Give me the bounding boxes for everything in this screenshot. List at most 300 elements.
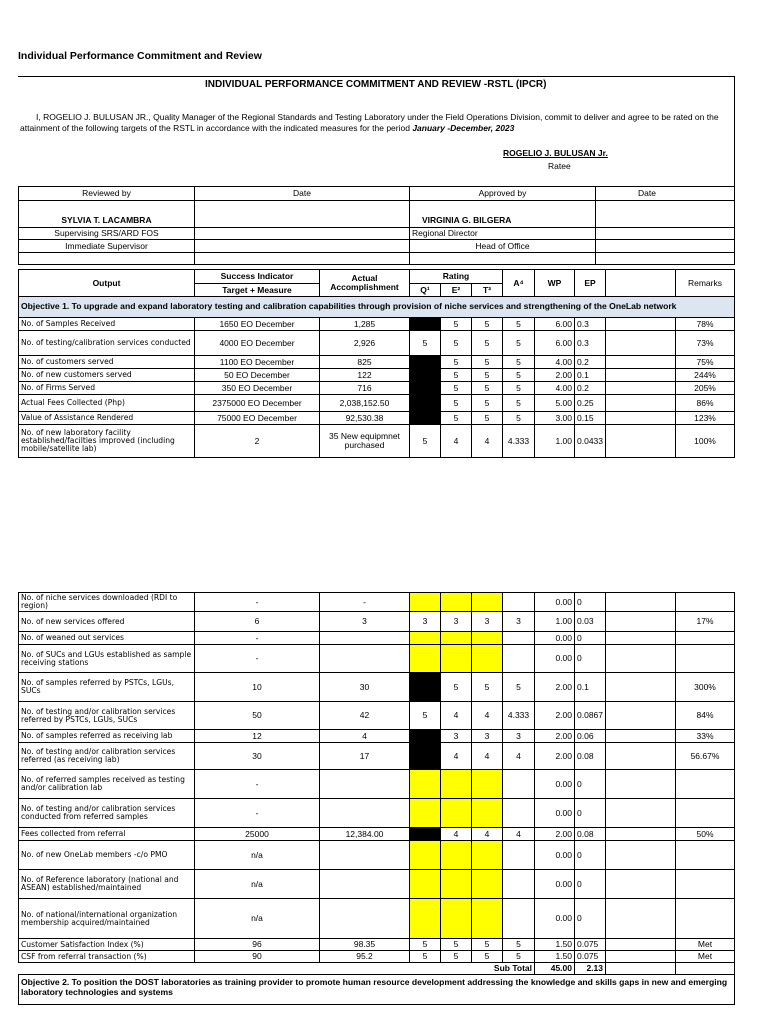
ep-cell: 0.0433 xyxy=(575,425,606,458)
approved-by-label: Approved by xyxy=(410,187,596,201)
remarks-cell xyxy=(676,593,735,612)
actual-cell: 2,926 xyxy=(320,331,410,356)
rating-t-cell: 5 xyxy=(472,939,503,951)
rating-q-cell xyxy=(410,841,441,870)
ep-cell: 0.03 xyxy=(575,612,606,632)
target-cell: n/a xyxy=(195,841,320,870)
wp-cell: 6.00 xyxy=(535,318,575,331)
col-output: Output xyxy=(19,270,195,297)
subtotal-label: Sub Total xyxy=(472,963,535,975)
table-row xyxy=(19,382,735,395)
rating-e-cell: 5 xyxy=(441,673,472,702)
rating-e-cell: 4 xyxy=(441,425,472,458)
table-row xyxy=(19,730,735,743)
date-label: Date xyxy=(195,187,410,201)
col-target-measure: Target + Measure xyxy=(195,284,320,297)
output-cell: No. of Samples Received xyxy=(19,318,195,331)
average-cell: 5 xyxy=(503,939,535,951)
spacer-cell xyxy=(606,799,676,828)
wp-cell: 0.00 xyxy=(535,645,575,673)
table-row xyxy=(19,412,735,425)
rating-e-cell: 5 xyxy=(441,412,472,425)
output-cell: No. of niche services downloaded (RDI to region) xyxy=(19,593,195,612)
output-cell: Actual Fees Collected (Php) xyxy=(19,395,195,412)
ep-cell: 0.25 xyxy=(575,395,606,412)
actual-cell: 35 New equipmnet purchased xyxy=(320,425,410,458)
output-cell: No. of testing and/or calibration services referred by PSTCs, LGUs, SUCs xyxy=(19,702,195,730)
ratee-name: ROGELIO J. BULUSAN Jr. xyxy=(18,147,734,160)
spacer-cell xyxy=(606,730,676,743)
rating-q-cell xyxy=(410,645,441,673)
table-row xyxy=(19,645,735,673)
col-q: Q¹ xyxy=(410,284,441,297)
spacer-cell xyxy=(606,743,676,770)
remarks-cell: Met xyxy=(676,939,735,951)
rating-e-cell: 5 xyxy=(441,369,472,382)
output-cell: No. of new OneLab members -c/o PMO xyxy=(19,841,195,870)
actual-cell: 95.2 xyxy=(320,951,410,963)
table-row xyxy=(19,331,735,356)
average-cell xyxy=(503,799,535,828)
reviewer-title: Supervising SRS/ARD FOS xyxy=(19,228,195,240)
remarks-cell: 73% xyxy=(676,331,735,356)
table-row xyxy=(19,395,735,412)
objective-2: Objective 2. To position the DOST laboratories as training provider to promote human resource development addressing the knowledge and skills gaps in new and emerging laboratory technologies and systems xyxy=(19,975,735,1005)
actual-cell xyxy=(320,645,410,673)
actual-cell xyxy=(320,770,410,799)
remarks-cell: 123% xyxy=(676,412,735,425)
remarks-cell xyxy=(676,632,735,645)
wp-cell: 0.00 xyxy=(535,899,575,939)
rating-e-cell: 5 xyxy=(441,939,472,951)
rating-t-cell: 5 xyxy=(472,395,503,412)
target-cell: 2375000 EO December xyxy=(195,395,320,412)
spacer-cell xyxy=(606,645,676,673)
spacer-cell xyxy=(606,369,676,382)
table-row xyxy=(19,870,735,899)
rating-e-cell: 3 xyxy=(441,730,472,743)
table-row xyxy=(19,318,735,331)
rating-e-cell xyxy=(441,645,472,673)
output-cell: No. of Firms Served xyxy=(19,382,195,395)
actual-cell: 1,285 xyxy=(320,318,410,331)
output-cell: No. of customers served xyxy=(19,356,195,369)
output-cell: No. of new customers served xyxy=(19,369,195,382)
ep-cell: 0.3 xyxy=(575,318,606,331)
rating-e-cell xyxy=(441,870,472,899)
document-title: Individual Performance Commitment and Review xyxy=(18,50,262,62)
signatories-table xyxy=(18,186,735,265)
rating-t-cell: 5 xyxy=(472,412,503,425)
subtotal-ep: 2.13 xyxy=(575,963,606,975)
col-rating: Rating xyxy=(410,270,503,284)
output-cell: Fees collected from referral xyxy=(19,828,195,841)
wp-cell: 0.00 xyxy=(535,841,575,870)
rating-e-cell xyxy=(441,799,472,828)
rating-q-cell xyxy=(410,828,441,841)
rating-e-cell: 5 xyxy=(441,331,472,356)
table-row xyxy=(19,899,735,939)
table-row xyxy=(19,369,735,382)
reviewer-role: Immediate Supervisor xyxy=(19,240,195,253)
rating-t-cell: 5 xyxy=(472,382,503,395)
target-cell: 50 xyxy=(195,702,320,730)
actual-cell: 12,384.00 xyxy=(320,828,410,841)
rating-t-cell xyxy=(472,799,503,828)
rating-e-cell: 5 xyxy=(441,382,472,395)
rating-q-cell xyxy=(410,356,441,369)
approver-role: Head of Office xyxy=(410,240,596,253)
rating-e-cell: 5 xyxy=(441,395,472,412)
header-block xyxy=(18,76,735,187)
reviewer-name: SYLVIA T. LACAMBRA xyxy=(19,215,195,228)
remarks-cell: 86% xyxy=(676,395,735,412)
remarks-cell xyxy=(676,899,735,939)
rating-q-cell xyxy=(410,673,441,702)
spacer-cell xyxy=(606,951,676,963)
rating-q-cell: 5 xyxy=(410,939,441,951)
ep-cell: 0.06 xyxy=(575,730,606,743)
rating-q-cell xyxy=(410,899,441,939)
average-cell xyxy=(503,632,535,645)
remarks-cell: 300% xyxy=(676,673,735,702)
rating-e-cell: 5 xyxy=(441,951,472,963)
rating-t-cell: 5 xyxy=(472,356,503,369)
ep-cell: 0.3 xyxy=(575,331,606,356)
ep-cell: 0.1 xyxy=(575,673,606,702)
target-cell: 12 xyxy=(195,730,320,743)
ep-cell: 0 xyxy=(575,632,606,645)
ep-cell: 0.2 xyxy=(575,356,606,369)
target-cell: 2 xyxy=(195,425,320,458)
ep-cell: 0 xyxy=(575,799,606,828)
remarks-cell: 84% xyxy=(676,702,735,730)
rating-q-cell: 5 xyxy=(410,331,441,356)
rating-t-cell: 3 xyxy=(472,730,503,743)
rating-q-cell xyxy=(410,743,441,770)
spacer-cell xyxy=(606,382,676,395)
table-row xyxy=(19,673,735,702)
wp-cell: 2.00 xyxy=(535,702,575,730)
target-cell: 1650 EO December xyxy=(195,318,320,331)
target-cell: - xyxy=(195,632,320,645)
rating-q-cell xyxy=(410,870,441,899)
table-row xyxy=(19,799,735,828)
average-cell: 4 xyxy=(503,828,535,841)
target-cell: 10 xyxy=(195,673,320,702)
ep-cell: 0.075 xyxy=(575,951,606,963)
rating-t-cell xyxy=(472,841,503,870)
actual-cell: 92,530.38 xyxy=(320,412,410,425)
actual-cell: 30 xyxy=(320,673,410,702)
remarks-cell: 100% xyxy=(676,425,735,458)
remarks-cell: 78% xyxy=(676,318,735,331)
remarks-cell: 17% xyxy=(676,612,735,632)
average-cell: 3 xyxy=(503,612,535,632)
spacer-cell xyxy=(606,702,676,730)
remarks-cell: 205% xyxy=(676,382,735,395)
col-a: A⁴ xyxy=(503,270,535,297)
main-title: INDIVIDUAL PERFORMANCE COMMITMENT AND REVIEW -RSTL (IPCR) xyxy=(18,77,734,93)
average-cell xyxy=(503,645,535,673)
col-remarks: Remarks xyxy=(676,270,735,297)
wp-cell: 5.00 xyxy=(535,395,575,412)
actual-cell: 716 xyxy=(320,382,410,395)
average-cell: 5 xyxy=(503,382,535,395)
target-cell: 50 EO December xyxy=(195,369,320,382)
objective-1: Objective 1. To upgrade and expand laboratory testing and calibration capabilities through provision of niche services and strengthening of the OneLab network xyxy=(19,297,735,318)
output-cell: No. of testing/calibration services conducted xyxy=(19,331,195,356)
performance-table-bottom xyxy=(18,592,735,1005)
rating-e-cell xyxy=(441,899,472,939)
ep-cell: 0 xyxy=(575,593,606,612)
wp-cell: 2.00 xyxy=(535,673,575,702)
spacer-cell xyxy=(606,331,676,356)
actual-cell: 42 xyxy=(320,702,410,730)
col-t: T³ xyxy=(472,284,503,297)
rating-e-cell xyxy=(441,770,472,799)
average-cell: 4.333 xyxy=(503,425,535,458)
average-cell: 4.333 xyxy=(503,702,535,730)
pledge-statement: I, ROGELIO J. BULUSAN JR., Quality Manager of the Regional Standards and Testing Laboratory under the Field Operations Division, commit to deliver and agree to be rated on the attainment of the following targets of the RSTL in accordance with the indicated measures for the period January -December, 2023 xyxy=(18,109,734,137)
rating-q-cell: 5 xyxy=(410,425,441,458)
rating-t-cell: 5 xyxy=(472,673,503,702)
wp-cell: 1.50 xyxy=(535,951,575,963)
actual-cell xyxy=(320,799,410,828)
target-cell: - xyxy=(195,593,320,612)
spacer-cell xyxy=(606,939,676,951)
col-e: E² xyxy=(441,284,472,297)
col-wp: WP xyxy=(535,270,575,297)
table-row xyxy=(19,702,735,730)
col-success-indicator: Success Indicator xyxy=(195,270,320,284)
spacer-cell xyxy=(606,612,676,632)
average-cell: 5 xyxy=(503,395,535,412)
table-row xyxy=(19,828,735,841)
ep-cell: 0 xyxy=(575,870,606,899)
actual-cell xyxy=(320,870,410,899)
spacer-cell xyxy=(606,356,676,369)
spacer-cell xyxy=(606,870,676,899)
wp-cell: 0.00 xyxy=(535,770,575,799)
rating-q-cell xyxy=(410,593,441,612)
average-cell xyxy=(503,841,535,870)
target-cell: - xyxy=(195,799,320,828)
spacer-cell xyxy=(606,828,676,841)
spacer-cell xyxy=(606,841,676,870)
ep-cell: 0.08 xyxy=(575,828,606,841)
spacer-cell xyxy=(606,632,676,645)
rating-q-cell: 5 xyxy=(410,951,441,963)
ep-cell: 0.15 xyxy=(575,412,606,425)
actual-cell: 825 xyxy=(320,356,410,369)
wp-cell: 4.00 xyxy=(535,356,575,369)
average-cell xyxy=(503,870,535,899)
rating-e-cell: 4 xyxy=(441,702,472,730)
output-cell: Customer Satisfaction Index (%) xyxy=(19,939,195,951)
wp-cell: 2.00 xyxy=(535,730,575,743)
actual-cell: 2,038,152.50 xyxy=(320,395,410,412)
remarks-cell: 56.67% xyxy=(676,743,735,770)
date-label-2: Date xyxy=(596,187,735,201)
spacer-cell xyxy=(606,593,676,612)
wp-cell: 6.00 xyxy=(535,331,575,356)
rating-e-cell: 5 xyxy=(441,356,472,369)
reviewed-by-label: Reviewed by xyxy=(19,187,195,201)
output-cell: No. of SUCs and LGUs established as sample receiving stations xyxy=(19,645,195,673)
spacer-cell xyxy=(606,412,676,425)
average-cell xyxy=(503,593,535,612)
approver-name: VIRGINIA G. BILGERA xyxy=(410,215,596,228)
remarks-cell xyxy=(676,645,735,673)
remarks-cell xyxy=(676,870,735,899)
remarks-cell: 244% xyxy=(676,369,735,382)
rating-q-cell xyxy=(410,799,441,828)
output-cell: No. of testing and/or calibration services referred (as receiving lab) xyxy=(19,743,195,770)
rating-t-cell: 3 xyxy=(472,612,503,632)
spacer-cell xyxy=(606,425,676,458)
average-cell: 5 xyxy=(503,356,535,369)
target-cell: 6 xyxy=(195,612,320,632)
table-row xyxy=(19,612,735,632)
remarks-cell: Met xyxy=(676,951,735,963)
rating-e-cell: 4 xyxy=(441,743,472,770)
target-cell: 75000 EO December xyxy=(195,412,320,425)
wp-cell: 3.00 xyxy=(535,412,575,425)
table-row xyxy=(19,841,735,870)
col-ep: EP xyxy=(575,270,606,297)
rating-t-cell xyxy=(472,770,503,799)
wp-cell: 1.00 xyxy=(535,425,575,458)
rating-e-cell xyxy=(441,632,472,645)
average-cell: 5 xyxy=(503,369,535,382)
performance-table-top xyxy=(18,269,735,458)
table-row xyxy=(19,743,735,770)
remarks-cell xyxy=(676,770,735,799)
rating-t-cell xyxy=(472,593,503,612)
wp-cell: 1.00 xyxy=(535,612,575,632)
wp-cell: 0.00 xyxy=(535,870,575,899)
table-row xyxy=(19,951,735,963)
rating-t-cell xyxy=(472,870,503,899)
average-cell: 4 xyxy=(503,743,535,770)
ep-cell: 0.1 xyxy=(575,369,606,382)
target-cell: 96 xyxy=(195,939,320,951)
rating-t-cell xyxy=(472,645,503,673)
average-cell: 3 xyxy=(503,730,535,743)
actual-cell: 98.35 xyxy=(320,939,410,951)
output-cell: No. of new laboratory facility established/facilties improved (including mobile/satellite lab) xyxy=(19,425,195,458)
rating-q-cell xyxy=(410,632,441,645)
wp-cell: 2.00 xyxy=(535,743,575,770)
output-cell: No. of Reference laboratory (national and ASEAN) established/maintained xyxy=(19,870,195,899)
output-cell: No. of samples referred as receiving lab xyxy=(19,730,195,743)
ep-cell: 0.075 xyxy=(575,939,606,951)
rating-q-cell: 3 xyxy=(410,612,441,632)
output-cell: No. of testing and/or calibration services conducted from referred samples xyxy=(19,799,195,828)
ratee-label: Ratee xyxy=(18,160,734,173)
output-cell: CSF from referral transaction (%) xyxy=(19,951,195,963)
subtotal-wp: 45.00 xyxy=(535,963,575,975)
wp-cell: 2.00 xyxy=(535,828,575,841)
rating-e-cell xyxy=(441,593,472,612)
actual-cell: - xyxy=(320,593,410,612)
output-cell: Value of Assistance Rendered xyxy=(19,412,195,425)
average-cell: 5 xyxy=(503,331,535,356)
output-cell: No. of samples referred by PSTCs, LGUs, SUCs xyxy=(19,673,195,702)
rating-t-cell: 5 xyxy=(472,318,503,331)
remarks-cell xyxy=(676,841,735,870)
wp-cell: 0.00 xyxy=(535,632,575,645)
table-row xyxy=(19,425,735,458)
wp-cell: 0.00 xyxy=(535,799,575,828)
output-cell: No. of referred samples received as testing and/or calibration lab xyxy=(19,770,195,799)
target-cell: n/a xyxy=(195,870,320,899)
ep-cell: 0 xyxy=(575,841,606,870)
rating-e-cell: 5 xyxy=(441,318,472,331)
col-actual: Actual Accomplishment xyxy=(320,270,410,297)
rating-t-cell xyxy=(472,899,503,939)
average-cell: 5 xyxy=(503,318,535,331)
wp-cell: 4.00 xyxy=(535,382,575,395)
wp-cell: 0.00 xyxy=(535,593,575,612)
rating-t-cell: 4 xyxy=(472,828,503,841)
output-cell: No. of new services offered xyxy=(19,612,195,632)
output-cell: No. of national/international organization membership acquired/maintained xyxy=(19,899,195,939)
target-cell: - xyxy=(195,770,320,799)
rating-e-cell: 3 xyxy=(441,612,472,632)
remarks-cell xyxy=(676,799,735,828)
ep-cell: 0.0867 xyxy=(575,702,606,730)
rating-q-cell xyxy=(410,369,441,382)
actual-cell: 3 xyxy=(320,612,410,632)
ep-cell: 0.08 xyxy=(575,743,606,770)
remarks-cell: 75% xyxy=(676,356,735,369)
actual-cell xyxy=(320,632,410,645)
actual-cell: 122 xyxy=(320,369,410,382)
target-cell: 30 xyxy=(195,743,320,770)
wp-cell: 2.00 xyxy=(535,369,575,382)
spacer-cell xyxy=(606,395,676,412)
spacer-cell xyxy=(606,673,676,702)
rating-t-cell xyxy=(472,632,503,645)
output-cell: No. of weaned out services xyxy=(19,632,195,645)
target-cell: 350 EO December xyxy=(195,382,320,395)
table-row xyxy=(19,770,735,799)
rating-t-cell: 5 xyxy=(472,369,503,382)
target-cell: 25000 xyxy=(195,828,320,841)
rating-t-cell: 4 xyxy=(472,425,503,458)
average-cell: 5 xyxy=(503,673,535,702)
target-cell: 1100 EO December xyxy=(195,356,320,369)
spacer-cell xyxy=(606,899,676,939)
rating-q-cell: 5 xyxy=(410,702,441,730)
average-cell xyxy=(503,899,535,939)
target-cell: - xyxy=(195,645,320,673)
target-cell: 4000 EO December xyxy=(195,331,320,356)
target-cell: 90 xyxy=(195,951,320,963)
rating-e-cell xyxy=(441,841,472,870)
approver-title: Regional Director xyxy=(410,228,596,240)
table-row xyxy=(19,632,735,645)
rating-t-cell: 4 xyxy=(472,743,503,770)
remarks-cell: 33% xyxy=(676,730,735,743)
spacer-cell xyxy=(606,318,676,331)
table-row xyxy=(19,939,735,951)
rating-q-cell xyxy=(410,382,441,395)
rating-q-cell xyxy=(410,730,441,743)
actual-cell xyxy=(320,841,410,870)
